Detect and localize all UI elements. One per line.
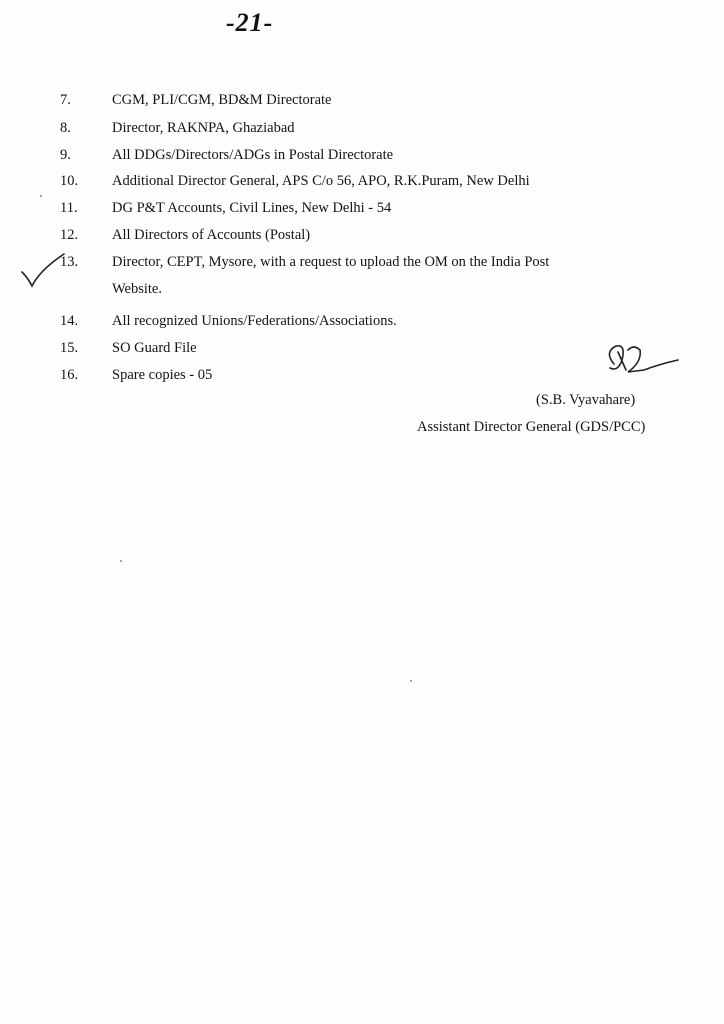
item-text-continuation: Website.	[112, 281, 162, 297]
item-text: SO Guard File	[112, 340, 197, 356]
page-number-mark: -21-	[226, 8, 274, 37]
handwritten-checkmark-icon	[20, 252, 80, 292]
item-number: 14.	[60, 313, 79, 329]
item-text: All DDGs/Directors/ADGs in Postal Directorate	[112, 147, 394, 163]
item-text: All recognized Unions/Federations/Associations.	[112, 313, 397, 329]
handwritten-signature-icon	[600, 342, 690, 382]
item-text: Spare copies - 05	[112, 367, 213, 383]
item-text: Additional Director General, APS C/o 56, APO, R.K.Puram, New Delhi	[112, 173, 530, 189]
scan-speck	[120, 560, 122, 562]
item-text: All Directors of Accounts (Postal)	[112, 227, 311, 243]
item-number: 15.	[60, 340, 79, 356]
item-number: 10.	[60, 173, 79, 189]
item-number: 12.	[60, 227, 79, 243]
item-number: 13.	[60, 254, 79, 270]
item-number: 16.	[60, 367, 79, 383]
item-number: 9.	[60, 147, 71, 163]
scan-speck	[410, 680, 412, 682]
item-number: 11.	[60, 200, 78, 216]
item-text: CGM, PLI/CGM, BD&M Directorate	[112, 92, 332, 108]
item-text: Director, CEPT, Mysore, with a request to upload the OM on the India Post	[112, 254, 550, 270]
item-number: 7.	[60, 92, 71, 108]
item-text: DG P&T Accounts, Civil Lines, New Delhi - 54	[112, 200, 392, 216]
scan-speck	[40, 195, 42, 197]
signatory-designation: Assistant Director General (GDS/PCC)	[417, 419, 646, 435]
item-text: Director, RAKNPA, Ghaziabad	[112, 120, 295, 136]
item-number: 8.	[60, 120, 71, 136]
signatory-name: (S.B. Vyavahare)	[536, 392, 636, 408]
